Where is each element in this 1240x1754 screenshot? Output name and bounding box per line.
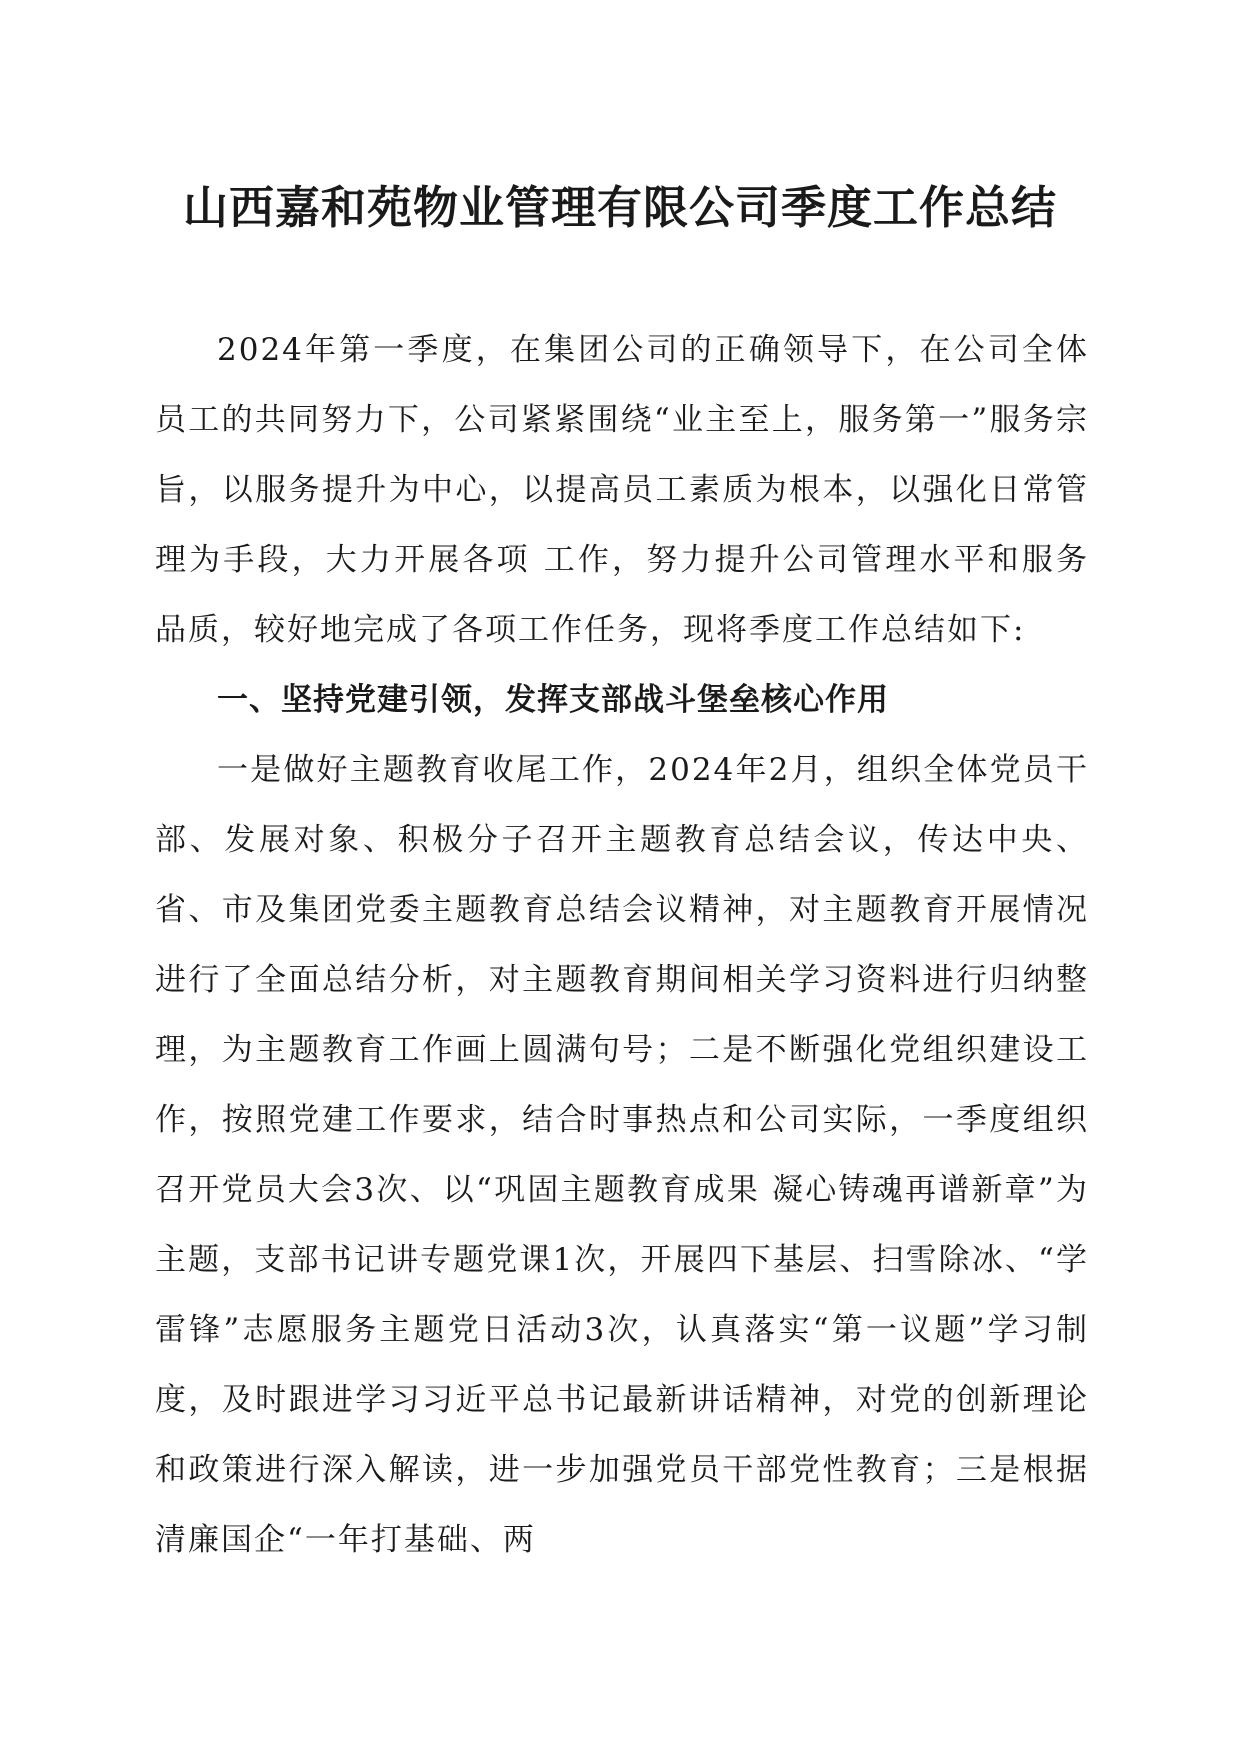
document-body [155, 315, 1089, 1575]
document-title: 山西嘉和苑物业管理有限公司季度工作总结 [182, 181, 1057, 234]
section-heading-1: 一、坚持党建引领，发挥支部战斗堡垒核心作用 [217, 682, 889, 718]
section-1-paragraph: 一是做好主题教育收尾工作，2024年2月，组织全体党员干部、发展对象、积极分子召开主题教育总结会议，传达中央、省、市及集团党委主题教育总结会议精神，对主题教育开展情况进行了全面总结分析，对主题教育期间相关学习资料进行归纳整理，为主题教育工作画上圆满句号；二是不断强化党组织建设工作，按照党建工作要求，结合时事热点和公司实际，一季度组织召开党员大会3次、以“巩固主题教育成果 凝心铸魂再谱新章”为主题，支部书记讲专题党课1次，开展四下基层、扫雪除冰、“学雷锋”志愿服务主题党日活动3次，认真落实“第一议题”学习制度，及时跟进学习习近平总书记最新讲话精神，对党的创新理论和政策进行深入解读，进一步加强党员干部党性教育；三是根据清廉国企“一年打基础、两 [155, 752, 1089, 1558]
intro-paragraph: 2024年第一季度，在集团公司的正确领导下，在公司全体员工的共同努力下，公司紧紧围绕“业主至上，服务第一”服务宗旨，以服务提升为中心，以提高员工素质为根本，以强化日常管理为手段，大力开展各项 工作，努力提升公司管理水平和服务品质，较好地完成了各项工作任务，现将季度工作总结如下: [155, 332, 1089, 648]
